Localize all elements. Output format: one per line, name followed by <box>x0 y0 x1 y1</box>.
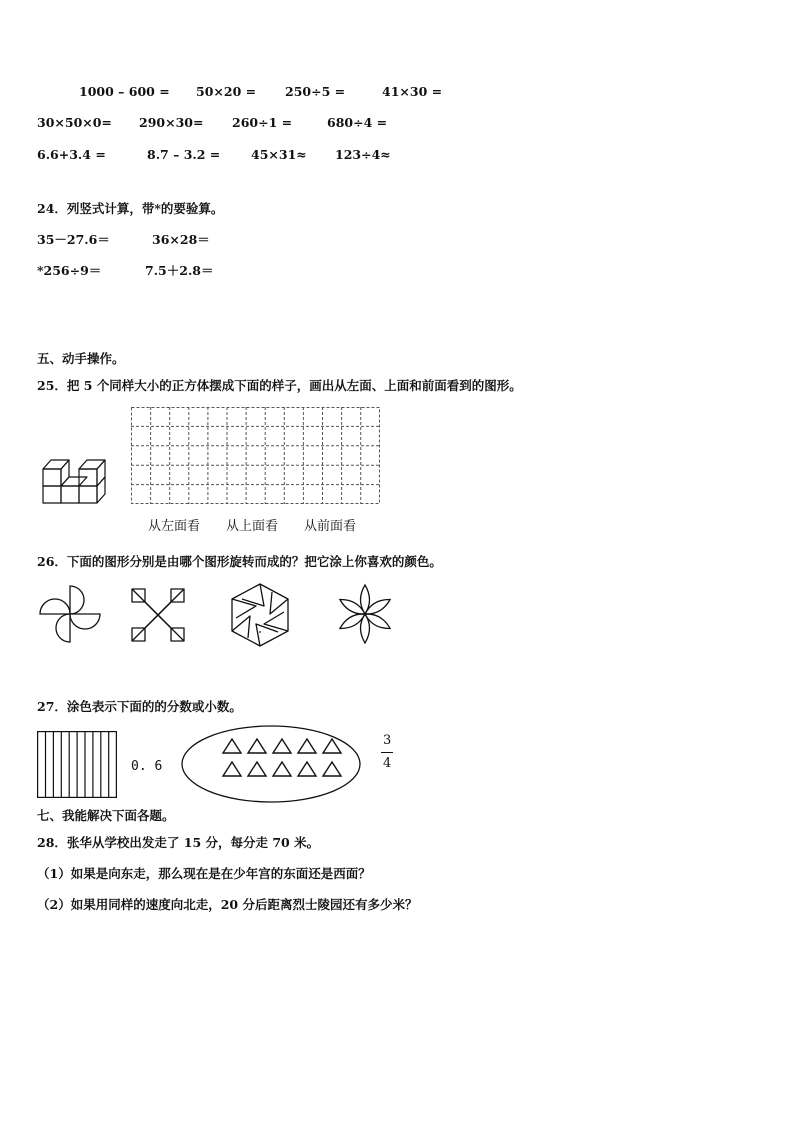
q24-item-2: 36×28＝ <box>152 232 210 247</box>
q26-title: 26．下面的图形分别是由哪个图形旋转而成的？把它涂上你喜欢的颜色。 <box>37 554 442 569</box>
calc-2-4: 680÷4 = <box>327 115 388 130</box>
flower-figure <box>333 583 397 645</box>
q24-item-3: *256÷9＝ <box>37 263 102 278</box>
section-5-title: 五、动手操作。 <box>37 351 125 366</box>
view-label-left: 从左面看 <box>148 519 201 534</box>
q24-item-1: 35－27.6＝ <box>37 232 110 247</box>
fraction-numerator: 3 <box>383 733 392 748</box>
calc-3-2: 8.7 – 3.2 = <box>147 147 221 162</box>
decimal-label: 0. 6 <box>131 759 163 774</box>
q28-sub-1: （1）如果是向东走，那么现在是在少年宫的东面还是西面？ <box>37 866 371 881</box>
q28-title: 28．张华从学校出发走了 15 分，每分走 70 米。 <box>37 835 320 850</box>
hexagon-figure <box>228 582 292 648</box>
calc-1-4: 41×30 = <box>382 84 443 99</box>
calc-1-3: 250÷5 = <box>285 84 346 99</box>
view-label-top: 从上面看 <box>226 519 279 534</box>
calc-2-1: 30×50×0= <box>37 115 112 130</box>
pinwheel-figure <box>38 584 102 644</box>
q25-title: 25．把 5 个同样大小的正方体摆成下面的样子，画出从左面、上面和前面看到的图形。 <box>37 378 522 393</box>
q24-item-4: 7.5＋2.8＝ <box>145 263 214 278</box>
calc-2-2: 290×30= <box>139 115 204 130</box>
fraction-bar <box>381 752 393 753</box>
calc-3-3: 45×31≈ <box>251 147 307 162</box>
view-label-front: 从前面看 <box>304 519 357 534</box>
calc-1-1: 1000 – 600 = <box>79 84 170 99</box>
triangle-ellipse <box>181 725 361 803</box>
section-7-title: 七、我能解决下面各题。 <box>37 808 175 823</box>
calc-3-1: 6.6+3.4 = <box>37 147 106 162</box>
cross-figure <box>131 588 185 642</box>
cube-stack-figure <box>42 453 112 505</box>
fraction-denominator: 4 <box>383 756 392 771</box>
calc-3-4: 123÷4≈ <box>335 147 391 162</box>
calc-1-2: 50×20 = <box>196 84 257 99</box>
view-grid <box>131 407 380 504</box>
calc-2-3: 260÷1 = <box>232 115 293 130</box>
q27-title: 27．涂色表示下面的的分数或小数。 <box>37 699 242 714</box>
striped-rectangle <box>37 731 117 798</box>
q24-title: 24．列竖式计算，带*的要验算。 <box>37 201 224 216</box>
q28-sub-2: （2）如果用同样的速度向北走，20 分后距离烈士陵园还有多少米？ <box>37 897 418 912</box>
